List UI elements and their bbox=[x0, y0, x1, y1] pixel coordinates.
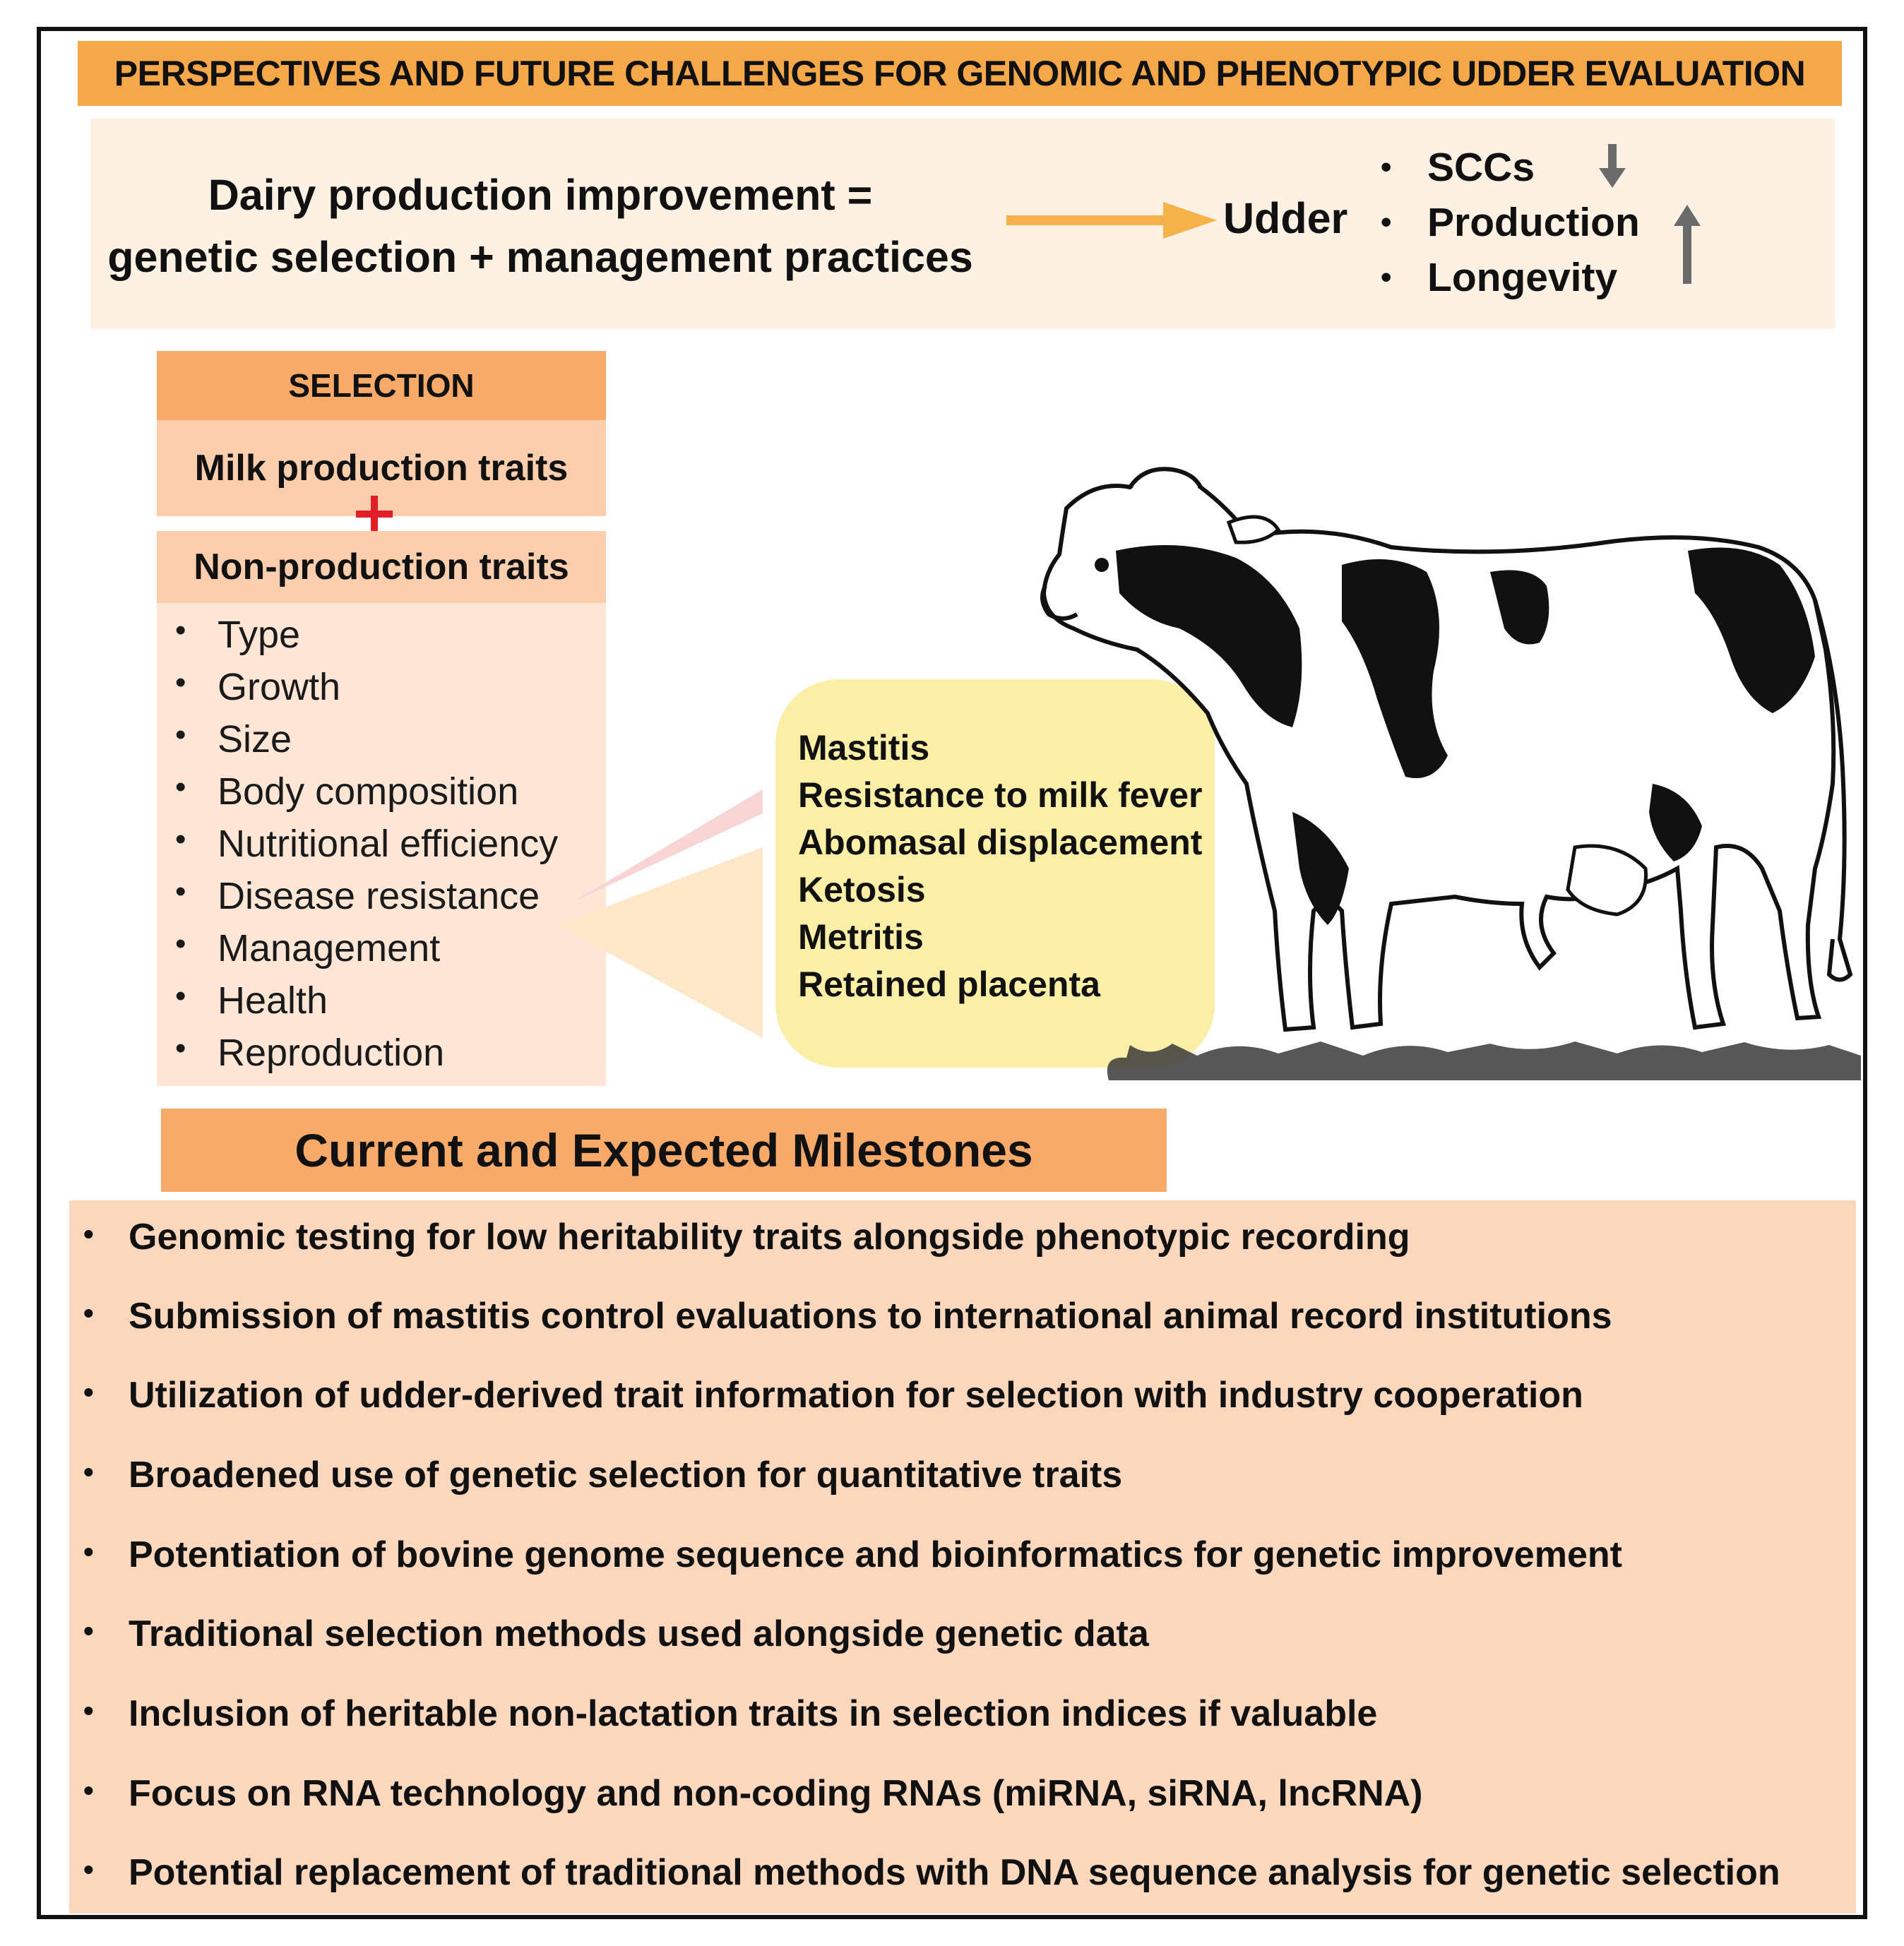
milestone-label: Inclusion of heritable non-lactation traits in selection indices if valuable bbox=[129, 1693, 1378, 1734]
disease-item: Mastitis bbox=[798, 728, 930, 768]
trait-label: Body composition bbox=[218, 770, 519, 813]
udder-item: • SCCs bbox=[1381, 145, 1535, 190]
selection-header: SELECTION bbox=[157, 351, 606, 420]
disease-item: Resistance to milk fever bbox=[798, 775, 1203, 815]
up-arrow-icon bbox=[1671, 205, 1703, 284]
callout-pointer bbox=[558, 784, 791, 1052]
figure-title: PERSPECTIVES AND FUTURE CHALLENGES FOR GENOMIC AND PHENOTYPIC UDDER EVALUATION bbox=[78, 41, 1842, 106]
milestone-label: Genomic testing for low heritability traits alongside phenotypic recording bbox=[129, 1217, 1410, 1258]
trait-label: Management bbox=[218, 927, 441, 969]
udder-item-label: SCCs bbox=[1427, 145, 1535, 190]
milestone-label: Potentiation of bovine genome sequence and bioinformatics for genetic improvement bbox=[129, 1534, 1622, 1575]
disease-item: Abomasal displacement bbox=[798, 823, 1203, 862]
milestone-label: Focus on RNA technology and non-coding RNAs (miRNA, siRNA, lncRNA) bbox=[129, 1773, 1423, 1814]
udder-label: Udder bbox=[1223, 194, 1348, 242]
udder-item: • Longevity bbox=[1381, 255, 1618, 300]
milk-production-traits: Milk production traits bbox=[157, 420, 606, 516]
equation-line-1: Dairy production improvement = bbox=[208, 171, 873, 219]
non-production-traits: Non-production traits bbox=[157, 531, 606, 603]
disease-item: Metritis bbox=[798, 917, 924, 957]
improvement-equation bbox=[92, 164, 989, 288]
milestone-label: Potential replacement of traditional methods with DNA sequence analysis for genetic selection bbox=[129, 1852, 1780, 1893]
disease-item: Retained placenta bbox=[798, 965, 1100, 1004]
udder-item-label: Production bbox=[1427, 200, 1640, 245]
trait-label: Type bbox=[218, 614, 301, 656]
trait-label: Disease resistance bbox=[218, 875, 540, 917]
milestone-label: Broadened use of genetic selection for quantitative traits bbox=[129, 1455, 1123, 1496]
udder-item-label: Longevity bbox=[1427, 255, 1618, 300]
down-arrow-icon bbox=[1596, 144, 1629, 189]
trait-label: Growth bbox=[218, 666, 341, 708]
milestone-label: Utilization of udder-derived trait information for selection with industry cooperation bbox=[129, 1375, 1583, 1416]
equation-line-2: genetic selection + management practices bbox=[107, 233, 973, 281]
right-arrow-icon bbox=[1006, 199, 1218, 241]
trait-label: Nutritional efficiency bbox=[218, 823, 559, 865]
plus-icon bbox=[353, 493, 395, 535]
disease-item: Ketosis bbox=[798, 870, 926, 909]
trait-label: Health bbox=[218, 979, 328, 1022]
milestone-label: Traditional selection methods used alongside genetic data bbox=[129, 1613, 1149, 1654]
milestones-header: Current and Expected Milestones bbox=[161, 1109, 1167, 1192]
udder-item: • Production bbox=[1381, 200, 1640, 245]
milestone-label: Submission of mastitis control evaluations to international animal record institutions bbox=[129, 1296, 1612, 1337]
non-production-trait-list: • Type • Growth • Size • Body composition • Nutritional efficiency • Disease resistance • Management • Health • Reproduction bbox=[157, 603, 606, 1086]
trait-label: Reproduction bbox=[218, 1032, 445, 1074]
cow-illustration bbox=[996, 417, 1872, 1080]
trait-label: Size bbox=[218, 718, 292, 760]
